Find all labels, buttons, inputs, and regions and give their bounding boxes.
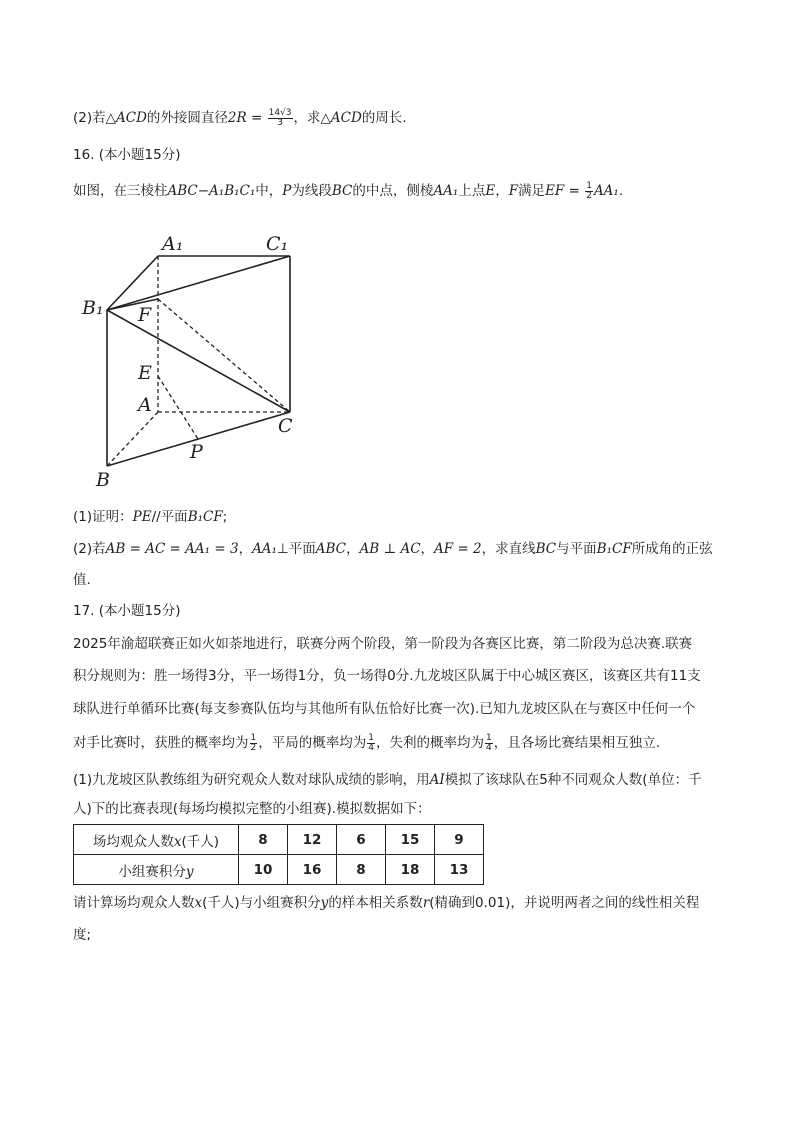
text: (千人)与小组赛积分 [202, 895, 321, 911]
table-cell: 12 [288, 825, 337, 855]
math: 2R [227, 110, 247, 126]
text: (2)若 [73, 541, 106, 557]
math: B₁CF [187, 509, 223, 525]
label-A1: A₁ [162, 233, 184, 255]
edge-B1C1 [107, 256, 290, 310]
fraction-numerator: 14√3 [268, 107, 292, 118]
q17-ask-line1 [73, 893, 699, 913]
math: BC [331, 183, 353, 199]
segment-B1C [107, 310, 290, 412]
fraction-lose [485, 734, 493, 753]
math: ABC [315, 541, 346, 557]
text: . [618, 183, 624, 199]
q16-stem [73, 181, 623, 201]
text: 所成角的正弦 [631, 541, 713, 557]
table-cell: 13 [435, 855, 484, 885]
label-E: E [138, 362, 152, 384]
text: 满足 [518, 183, 546, 199]
text: 如图，在三棱柱 [73, 183, 168, 199]
math: AA₁ [433, 183, 459, 199]
math: E [485, 183, 496, 199]
fraction-numerator: 1 [586, 180, 592, 191]
label-B: B [96, 469, 110, 491]
math: B₁CF [596, 541, 632, 557]
label-A: A [138, 394, 152, 416]
text: 中， [255, 183, 283, 199]
segment-FC-hidden [158, 299, 290, 412]
row-header-y [74, 855, 239, 885]
q17-para-line3: 球队进行单循环比赛(每支参赛队伍均与其他所有队伍恰好比赛一次).已知九龙坡区队在与赛区中任何一个 [73, 701, 696, 717]
q17-ask-line2: 度; [73, 927, 92, 943]
text: (2)若 [73, 110, 106, 126]
math: PE [132, 509, 152, 525]
text: 的中点，侧棱 [352, 183, 434, 199]
text: ⊥平面 [276, 541, 316, 557]
fraction-numerator: 1 [250, 732, 257, 743]
text: ， [495, 183, 509, 199]
label-P: P [190, 441, 203, 463]
text: = [246, 110, 267, 126]
q17-part1-line2: 人)下的比赛表现(每场均模拟完整的小组赛).模拟数据如下： [73, 801, 431, 817]
text: 小组赛积分 [118, 863, 186, 880]
table-cell: 8 [239, 825, 288, 855]
text: //平面 [151, 509, 188, 525]
fraction-denominator: 2 [586, 190, 592, 201]
fraction-win [250, 734, 258, 753]
text: ，且各场比赛结果相互独立. [493, 735, 660, 751]
q16-part1 [73, 507, 227, 527]
table-cell: 6 [337, 825, 386, 855]
math: AI [429, 772, 445, 788]
text: ， [420, 541, 435, 557]
simulation-data-table [73, 824, 484, 885]
fraction [268, 109, 293, 128]
text: 与平面 [556, 541, 597, 557]
table-cell: 9 [435, 825, 484, 855]
text: 的外接圆直径 [146, 110, 228, 126]
math: △ACD [320, 110, 362, 126]
text: ，求直线 [481, 541, 536, 557]
math: x [194, 895, 203, 911]
math: BC [535, 541, 557, 557]
text: (精确到0.01)，并说明两者之间的线性相关程 [429, 895, 700, 911]
math: y [185, 863, 194, 880]
math: AA₁ [252, 541, 277, 557]
fraction-denominator: 4 [368, 742, 374, 753]
table-cell: 10 [239, 855, 288, 885]
text: (千人) [181, 833, 220, 850]
text: 对手比赛时，获胜的概率均为 [73, 735, 249, 751]
text: ，失利的概率均为 [375, 735, 484, 751]
text: 的样本相关系数 [328, 895, 423, 911]
math: EF [545, 183, 565, 199]
text: ，平局的概率均为 [258, 735, 367, 751]
text: ， [346, 541, 360, 557]
math: F [508, 183, 519, 199]
table-row [74, 825, 484, 855]
table-cell: 18 [386, 855, 435, 885]
q16-part2 [73, 539, 713, 559]
fraction-numerator: 1 [485, 732, 492, 743]
text: 为线段 [291, 183, 332, 199]
math: AB ⊥ AC [359, 541, 421, 557]
row-header-x [74, 825, 239, 855]
q16-part2-cont: 值. [73, 572, 91, 588]
label-B1: B₁ [82, 297, 104, 319]
text: = [564, 183, 585, 199]
label-F: F [138, 304, 152, 326]
q17-part1-line1 [73, 770, 702, 790]
text: 请计算场均观众人数 [73, 895, 195, 911]
math: P [282, 183, 292, 199]
fraction-draw [367, 734, 375, 753]
q16-header: 16. (本小题15分) [73, 147, 181, 163]
table-cell: 15 [386, 825, 435, 855]
math: r [422, 895, 430, 911]
text: 场均观众人数 [92, 833, 174, 850]
math: x [173, 833, 182, 850]
text: ，求 [293, 110, 321, 126]
text: ; [222, 509, 228, 525]
text: 模拟了该球队在5种不同观众人数(单位：千 [444, 772, 702, 788]
fraction-numerator: 1 [368, 732, 374, 743]
math: ABC−A₁B₁C₁ [167, 183, 256, 199]
segment-EP-hidden [158, 376, 198, 439]
fraction [585, 182, 593, 201]
text: (1)九龙坡区队教练组为研究观众人数对球队成绩的影响，用 [73, 772, 430, 788]
table-cell: 8 [337, 855, 386, 885]
q17-para-line1: 2025年渝超联赛正如火如荼地进行，联赛分两个阶段，第一阶段为各赛区比赛，第二阶段为总决赛.联赛 [73, 636, 693, 652]
text: (1)证明： [73, 509, 133, 525]
table-row [74, 855, 484, 885]
label-C: C [278, 415, 293, 437]
fraction-denominator: 4 [485, 742, 492, 753]
table-cell: 16 [288, 855, 337, 885]
math: AA₁ [593, 183, 619, 199]
fraction-denominator: 3 [277, 117, 283, 128]
text: 上点 [458, 183, 486, 199]
math: y [320, 895, 329, 911]
math: AF = 2 [434, 541, 482, 557]
q15-part2-line [73, 108, 407, 128]
math: AB = AC = AA₁ = 3 [105, 541, 239, 557]
fraction-denominator: 2 [250, 742, 257, 753]
q17-para-line4 [73, 733, 660, 753]
label-C1: C₁ [266, 233, 289, 255]
text: ， [238, 541, 253, 557]
prism-figure [80, 228, 310, 498]
text: 的周长. [361, 110, 407, 126]
math: △ACD [105, 110, 147, 126]
q17-para-line2: 积分规则为：胜一场得3分，平一场得1分，负一场得0分.九龙坡区队属于中心城区赛区，该赛区共有11支 [73, 668, 701, 684]
q17-header: 17. (本小题15分) [73, 603, 181, 619]
